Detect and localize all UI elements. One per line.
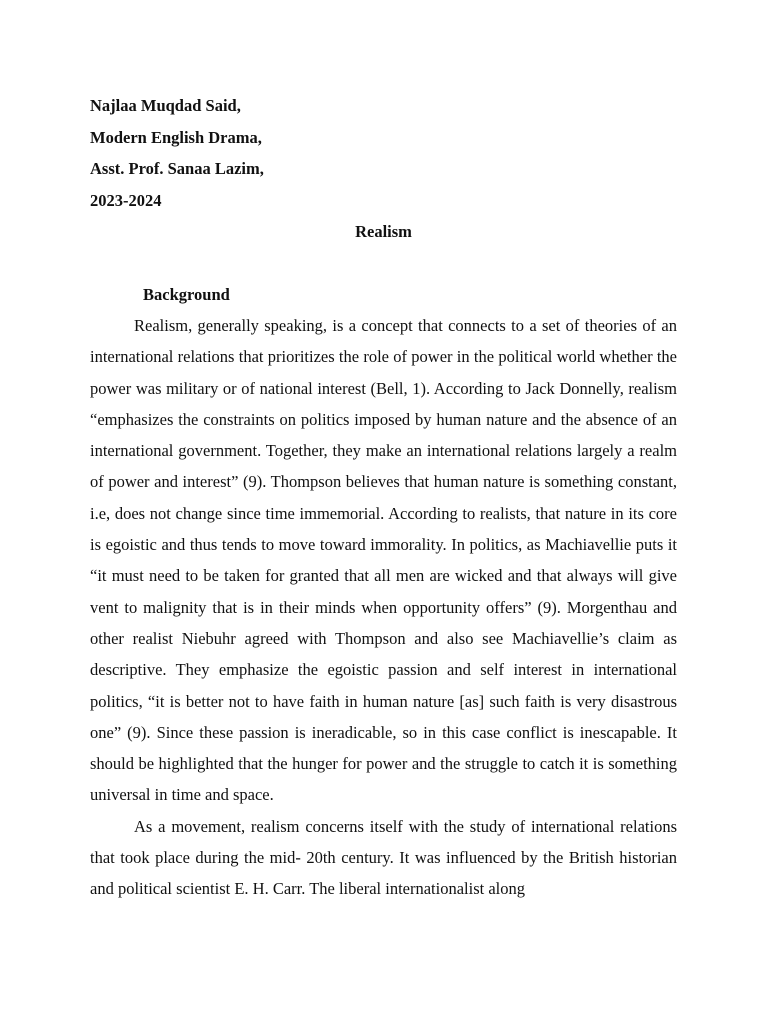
author-name: Najlaa Muqdad Said, [90,96,241,115]
section-heading: Background [143,284,230,304]
instructor-name: Asst. Prof. Sanaa Lazim, [90,159,264,178]
paragraph-1: Realism, generally speaking, is a concept that connects to a set of theories of an international relations that prioritizes the role of power in the political world whether the power was military or of national interest (Bell, 1). According to Jack Donnelly, realism “emphasizes the constraints on politics imposed by human nature and the absence of an international government. Together, they make an international relations largely a realm of power and interest” (9). Thompson believes that human nature is something constant, i.e, does not change since time immemorial. According to realists, that nature in its core is egoistic and thus tends to move toward immorality. In politics, as Machiavellie puts it “it must need to be taken for granted that all men are wicked and that always will give vent to malignity that is in their minds when opportunity offers” (9). Morgenthau and other realist Niebuhr agreed with Thompson and also see Machiavellie’s claim as descriptive. They emphasize the egoistic passion and self interest in international politics, “it is better not to have faith in human nature [as] such faith is very disastrous one” (9). Since these passion is ineradicable, so in this case conflict is inescapable. It should be highlighted that the hunger for power and the struggle to catch it is something universal in time and space. [90,316,677,805]
document-page [90,90,677,905]
document-title: Realism [355,222,412,241]
paragraph-2: As a movement, realism concerns itself with the study of international relations that took place during the mid- 20th century. It was influenced by the British historian and political scientist E. H. Carr. The liberal internationalist along [90,816,677,899]
course-name: Modern English Drama, [90,127,262,147]
academic-year: 2023-2024 [90,190,162,210]
